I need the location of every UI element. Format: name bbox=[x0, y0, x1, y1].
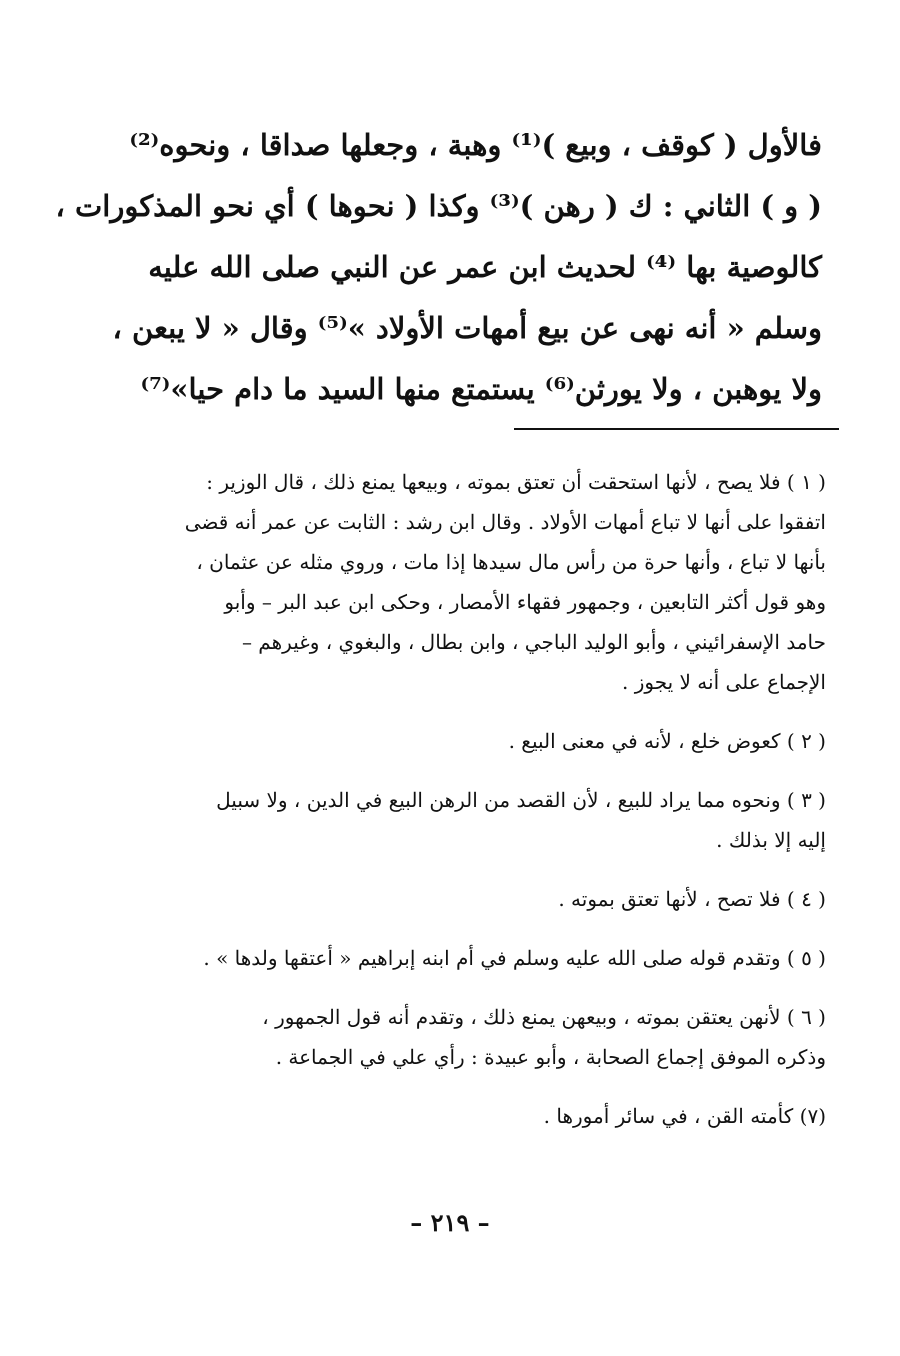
footnote-line: ( ٢ ) كعوض خلع ، لأنه في معنى البيع . bbox=[508, 729, 826, 753]
footnote-line: وذكره الموفق إجماع الصحابة ، وأبو عبيدة : رأي علي في الجماعة . bbox=[275, 1045, 826, 1069]
footnote-line: إليه إلا بذلك . bbox=[716, 828, 826, 852]
footnote-line: ( ٦ ) لأنهن يعتقن بموته ، وبيعهن يمنع ذلك ، وتقدم أنه قول الجمهور ، bbox=[262, 1005, 826, 1029]
main-text-line: ( و ) الثاني : ك ( رهن )⁽³⁾ وكذا ( نحوها ) أي نحو المذكورات ، bbox=[55, 189, 822, 223]
footnote-2 bbox=[100, 721, 826, 761]
page-number: – ٢١٩ – bbox=[410, 1208, 490, 1237]
main-text-line: ولا يوهبن ، ولا يورثن⁽⁶⁾ يستمتع منها السيد ما دام حيا»⁽⁷⁾ bbox=[140, 372, 822, 406]
footnote-7 bbox=[100, 1096, 826, 1136]
footnote-line: (٧) كأمته القن ، في سائر أمورها . bbox=[543, 1104, 826, 1128]
footnote-1 bbox=[100, 462, 826, 702]
footnote-line: ( ٣ ) ونحوه مما يراد للبيع ، لأن القصد من الرهن البيع في الدين ، ولا سبيل bbox=[216, 788, 826, 812]
footnote-line: وهو قول أكثر التابعين ، وجمهور فقهاء الأمصار ، وحكى ابن عبد البر – وأبو bbox=[224, 590, 826, 614]
main-text bbox=[55, 115, 822, 420]
footnote-line: ( ٤ ) فلا تصح ، لأنها تعتق بموته . bbox=[558, 887, 826, 911]
footnote-6 bbox=[100, 997, 826, 1077]
footnote-line: بأنها لا تباع ، وأنها حرة من رأس مال سيدها إذا مات ، وروي مثله عن عثمان ، bbox=[196, 550, 826, 574]
main-text-line: وسلم « أنه نهى عن بيع أمهات الأولاد »⁽⁵⁾ وقال « لا يبعن ، bbox=[112, 311, 822, 345]
footnote-4 bbox=[100, 879, 826, 919]
footnotes bbox=[100, 462, 826, 1136]
footnote-line: ( ٥ ) وتقدم قوله صلى الله عليه وسلم في أم ابنه إبراهيم « أعتقها ولدها » . bbox=[203, 946, 826, 970]
footnote-3 bbox=[100, 780, 826, 860]
footnote-line: حامد الإسفرائيني ، وأبو الوليد الباجي ، وابن بطال ، والبغوي ، وغيرهم – bbox=[241, 630, 826, 654]
footnote-line: ( ١ ) فلا يصح ، لأنها استحقت أن تعتق بموته ، وبيعها يمنع ذلك ، قال الوزير : bbox=[206, 470, 826, 494]
footnote-line: اتفقوا على أنها لا تباع أمهات الأولاد . وقال ابن رشد : الثابت عن عمر أنه قضى bbox=[184, 510, 826, 534]
main-text-line: فالأول ( كوقف ، وبيع )⁽¹⁾ وهبة ، وجعلها صداقا ، ونحوه⁽²⁾ bbox=[129, 128, 822, 162]
footnote-line: الإجماع على أنه لا يجوز . bbox=[621, 670, 826, 694]
footnote-divider bbox=[514, 428, 839, 430]
footnote-5 bbox=[100, 938, 826, 978]
main-text-line: كالوصية بها ⁽⁴⁾ لحديث ابن عمر عن النبي صلى الله عليه bbox=[148, 250, 822, 284]
